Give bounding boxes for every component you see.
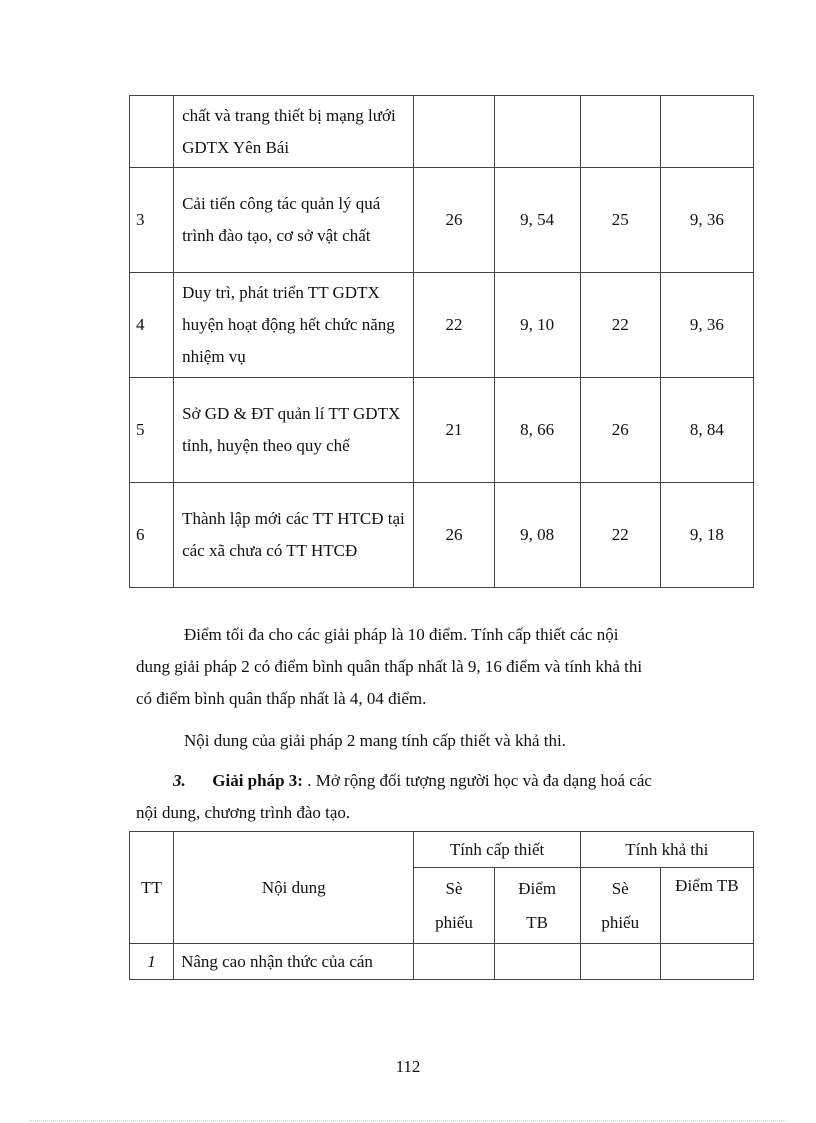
section-text-continued: nội dung, chương trình đào tạo.	[136, 803, 351, 822]
score-feasibility: 9, 36	[660, 273, 753, 378]
subheader-votes: Sè phiếu	[414, 868, 494, 944]
score-necessity: 9, 08	[494, 483, 580, 588]
section-text: . Mở rộng đối tượng người học và đa dạng hoá các	[307, 771, 652, 790]
score-feasibility	[660, 944, 753, 980]
score-necessity	[494, 96, 580, 168]
assessment-table-continued	[129, 95, 754, 588]
header-necessity: Tính cấp thiết	[414, 832, 580, 868]
row-index	[130, 96, 174, 168]
paragraph-line: có điểm bình quân thấp nhất là 4, 04 điểm.	[136, 689, 427, 708]
score-necessity	[494, 944, 580, 980]
row-index: 1	[130, 944, 174, 980]
section-title: Giải pháp 3:	[212, 771, 303, 790]
score-feasibility: 9, 36	[660, 168, 753, 273]
paragraph-line: Điểm tối đa cho các giải pháp là 10 điểm. Tính cấp thiết các nội	[184, 625, 619, 644]
votes-necessity: 22	[414, 273, 494, 378]
row-index: 5	[130, 378, 174, 483]
votes-necessity	[414, 96, 494, 168]
subheader-score: Điểm TB	[660, 868, 753, 944]
row-content: Sở GD & ĐT quản lí TT GDTX tỉnh, huyện theo quy chế	[174, 378, 414, 483]
section-number: 3.	[173, 771, 186, 790]
header-tt: TT	[130, 832, 174, 944]
votes-feasibility	[580, 944, 660, 980]
row-content: Duy trì, phát triển TT GDTX huyện hoạt động hết chức năng nhiệm vụ	[174, 273, 414, 378]
paragraph-line: dung giải pháp 2 có điểm bình quân thấp nhất là 9, 16 điểm và tính khả thi	[136, 657, 643, 676]
table-row	[130, 378, 754, 483]
row-content: Nâng cao nhận thức của cán	[174, 944, 414, 980]
header-content: Nội dung	[174, 832, 414, 944]
votes-feasibility: 26	[580, 378, 660, 483]
score-feasibility	[660, 96, 753, 168]
page-bottom-divider	[30, 1120, 786, 1121]
row-content: Cải tiến công tác quản lý quá trình đào tạo, cơ sở vật chất	[174, 168, 414, 273]
section-heading	[173, 765, 652, 797]
row-index: 4	[130, 273, 174, 378]
conclusion-paragraph: Nội dung của giải pháp 2 mang tính cấp thiết và khả thi.	[184, 731, 566, 750]
score-feasibility: 8, 84	[660, 378, 753, 483]
table-row	[130, 168, 754, 273]
score-necessity: 9, 54	[494, 168, 580, 273]
row-index: 6	[130, 483, 174, 588]
table-row	[130, 96, 754, 168]
row-content: chất và trang thiết bị mạng lưới GDTX Yên Bái	[174, 96, 414, 168]
score-necessity: 9, 10	[494, 273, 580, 378]
subheader-votes: Sè phiếu	[580, 868, 660, 944]
page-number: 112	[395, 1057, 421, 1076]
votes-necessity: 26	[414, 483, 494, 588]
assessment-table-solution-3	[129, 831, 754, 980]
votes-necessity: 21	[414, 378, 494, 483]
subheader-score: Điểm TB	[494, 868, 580, 944]
votes-necessity: 26	[414, 168, 494, 273]
votes-necessity	[414, 944, 494, 980]
score-necessity: 8, 66	[494, 378, 580, 483]
votes-feasibility	[580, 96, 660, 168]
row-content: Thành lập mới các TT HTCĐ tại các xã chưa có TT HTCĐ	[174, 483, 414, 588]
votes-feasibility: 22	[580, 273, 660, 378]
header-feasibility: Tính khả thi	[580, 832, 753, 868]
votes-feasibility: 22	[580, 483, 660, 588]
row-index: 3	[130, 168, 174, 273]
votes-feasibility: 25	[580, 168, 660, 273]
table-row	[130, 273, 754, 378]
table-row	[130, 483, 754, 588]
header-row	[130, 832, 754, 868]
table-row	[130, 944, 754, 980]
score-feasibility: 9, 18	[660, 483, 753, 588]
